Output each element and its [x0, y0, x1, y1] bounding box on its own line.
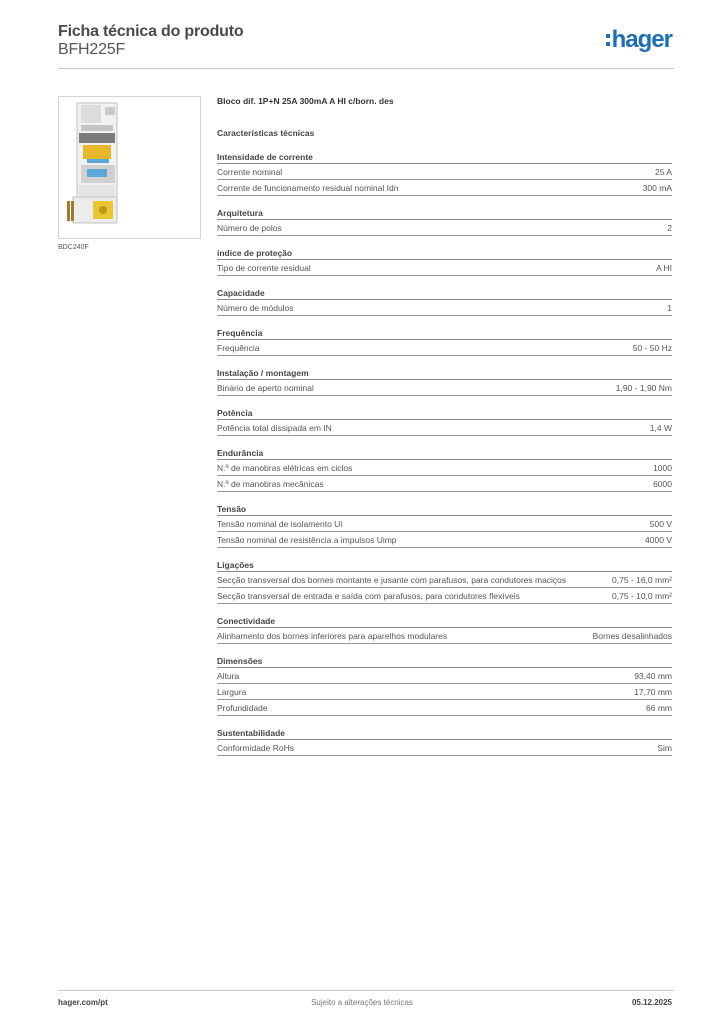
spec-value: 0,75 - 10,0 mm²	[612, 591, 672, 601]
spec-value: Sim	[657, 743, 672, 753]
spec-label: N.º de manobras elétricas em ciclos	[217, 463, 353, 473]
spec-value: 66 mm	[646, 703, 672, 713]
spec-value: 6000	[653, 479, 672, 489]
spec-group-title: Instalação / montagem	[217, 368, 309, 378]
spec-content	[217, 96, 672, 756]
page-title: Ficha técnica do produto	[58, 23, 244, 40]
spec-group	[217, 615, 672, 644]
spec-row	[217, 516, 672, 532]
spec-label: Corrente de funcionamento residual nominal Idn	[217, 183, 399, 193]
spec-row	[217, 628, 672, 644]
spec-value: 4000 V	[645, 535, 672, 545]
spec-group-title: Sustentabilidade	[217, 728, 286, 738]
spec-group	[217, 727, 672, 756]
header-divider	[58, 68, 674, 69]
spec-value: 2	[667, 223, 672, 233]
spec-label: Secção transversal dos bornes montante e jusante com parafusos, para condutores maciços	[217, 575, 567, 585]
spec-label: Alinhamento dos bornes inferiores para aparelhos modulares	[217, 631, 448, 641]
hager-logo	[606, 26, 672, 54]
spec-label: Conformidade RoHs	[217, 743, 295, 753]
spec-group-title: Conectividade	[217, 616, 276, 626]
spec-group	[217, 447, 672, 492]
spec-value: 25 A	[654, 167, 672, 177]
spec-label: Potência total dissipada em IN	[217, 423, 332, 433]
product-image	[58, 96, 201, 239]
section-heading: Características técnicas	[217, 128, 315, 138]
spec-row	[217, 476, 672, 492]
spec-row	[217, 340, 672, 356]
spec-group	[217, 503, 672, 548]
spec-group-title: Potência	[217, 408, 253, 418]
spec-row	[217, 460, 672, 476]
logo-dots-icon	[606, 34, 610, 46]
spec-value: 93,40 mm	[634, 671, 672, 681]
product-name: Bloco dif. 1P+N 25A 300mA A HI c/born. des	[217, 96, 394, 106]
spec-group	[217, 407, 672, 436]
page-header	[58, 20, 674, 70]
spec-label: N.º de manobras mecânicas	[217, 479, 324, 489]
spec-row	[217, 180, 672, 196]
spec-group	[217, 327, 672, 356]
footer-note: Sujeito a alterações técnicas	[311, 998, 413, 1007]
spec-label: Número de polos	[217, 223, 282, 233]
spec-value: Bornes desalinhados	[592, 631, 672, 641]
spec-row	[217, 668, 672, 684]
spec-group	[217, 367, 672, 396]
spec-row	[217, 588, 672, 604]
spec-group-title: Frequência	[217, 328, 263, 338]
spec-label: Número de módulos	[217, 303, 294, 313]
spec-label: Secção transversal de entrada e saída com parafusos, para condutores flexíveis	[217, 591, 520, 601]
spec-row	[217, 740, 672, 756]
spec-group-title: Arquitetura	[217, 208, 263, 218]
spec-value: 500 V	[649, 519, 672, 529]
spec-row	[217, 300, 672, 316]
spec-row	[217, 164, 672, 180]
spec-value: A HI	[655, 263, 672, 273]
spec-group-title: Intensidade de corrente	[217, 152, 313, 162]
spec-label: Tensão nominal de resistência a impulsos Uimp	[217, 535, 397, 545]
spec-row	[217, 380, 672, 396]
spec-value: 1,4 W	[649, 423, 672, 433]
spec-group	[217, 151, 672, 196]
spec-row	[217, 220, 672, 236]
spec-label: Corrente nominal	[217, 167, 283, 177]
spec-value: 0,75 - 16,0 mm²	[612, 575, 672, 585]
spec-label: Largura	[217, 687, 247, 697]
spec-value: 1,90 - 1,90 Nm	[615, 383, 672, 393]
spec-group-title: Ligações	[217, 560, 254, 570]
spec-group	[217, 559, 672, 604]
spec-value: 50 - 50 Hz	[632, 343, 672, 353]
spec-row	[217, 260, 672, 276]
image-caption: BDC240F	[58, 244, 89, 251]
spec-groups	[217, 151, 672, 756]
spec-group	[217, 287, 672, 316]
logo-text: hager	[611, 26, 672, 53]
footer-website[interactable]: hager.com/pt	[58, 998, 108, 1007]
footer-divider	[58, 990, 674, 991]
spec-label: Tensão nominal de isolamento Ui	[217, 519, 343, 529]
spec-group-title: índice de proteção	[217, 248, 293, 258]
spec-group	[217, 655, 672, 716]
footer-date: 05.12.2025	[631, 998, 672, 1007]
spec-label: Frequência	[217, 343, 260, 353]
spec-label: Profundidade	[217, 703, 268, 713]
spec-group-title: Dimensões	[217, 656, 263, 666]
spec-group-title: Capacidade	[217, 288, 265, 298]
spec-value: 300 mA	[642, 183, 672, 193]
spec-value: 1	[667, 303, 672, 313]
spec-group-title: Tensão	[217, 504, 247, 514]
spec-group	[217, 207, 672, 236]
spec-label: Tipo de corrente residual	[217, 263, 311, 273]
product-code: BFH225F	[58, 41, 126, 58]
spec-row	[217, 420, 672, 436]
spec-label: Binário de aperto nominal	[217, 383, 314, 393]
spec-group-title: Endurância	[217, 448, 264, 458]
spec-label: Altura	[217, 671, 240, 681]
spec-row	[217, 532, 672, 548]
spec-group	[217, 247, 672, 276]
spec-value: 17,70 mm	[634, 687, 672, 697]
product-device-icon	[59, 97, 200, 238]
spec-row	[217, 684, 672, 700]
spec-row	[217, 572, 672, 588]
spec-row	[217, 700, 672, 716]
spec-value: 1000	[653, 463, 672, 473]
